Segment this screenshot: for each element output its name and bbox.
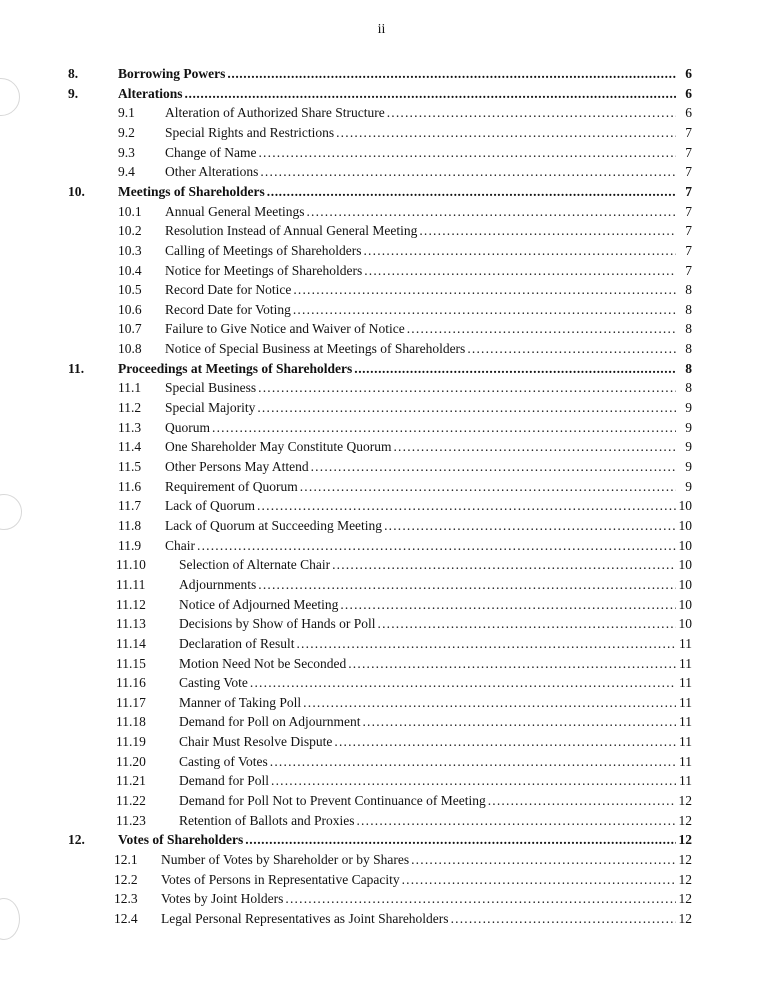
toc-title: Number of Votes by Shareholder or by Shares [161,852,410,867]
toc-title: Record Date for Notice [165,282,292,298]
toc-number: 11.14 [116,635,146,651]
toc-entry [0,555,692,575]
toc-number: 11.11 [116,576,146,592]
toc-number: 11.9 [118,537,142,553]
toc-number: 11.4 [118,439,142,455]
toc-section [0,830,692,850]
toc-title: Proceedings at Meetings of Shareholders [118,360,353,376]
toc-title: Legal Personal Representatives as Joint Shareholders [161,910,449,926]
toc-number: 11.5 [118,459,142,474]
toc-title: Other Persons May Attend [165,459,309,474]
dot-leader [451,909,676,929]
toc-page-number: 7 [685,124,692,140]
toc-entry [0,712,692,732]
dot-leader [336,123,676,143]
dot-leader [257,398,676,418]
dot-leader [245,830,676,850]
toc-number: 10.3 [118,242,142,258]
toc-title: Chair Must Resolve Dispute [179,734,333,750]
toc-page-number: 8 [685,282,692,298]
toc-title: Casting Vote [179,675,248,691]
toc-page-number: 12 [678,832,692,848]
toc-title: Demand for Poll Not to Prevent Continuance of Meeting [179,793,486,809]
dot-leader [293,300,676,320]
toc-number: 12.2 [114,871,138,887]
toc-page-number: 10 [678,498,692,514]
toc-entry [0,319,692,339]
toc-page-number: 12 [678,910,692,926]
toc-page-number: 9 [685,459,692,474]
toc-entry [0,732,692,752]
toc-number: 11.20 [116,753,146,769]
toc-entry [0,221,692,241]
toc-title: Change of Name [165,144,257,160]
toc-page-number: 7 [685,262,692,278]
toc-number: 11.2 [118,400,142,416]
toc-entry [0,634,692,654]
toc-entry [0,280,692,300]
toc-number: 11.17 [116,694,146,710]
toc-section [0,182,692,202]
toc-entry [0,477,692,497]
toc-page-number: 12 [678,793,692,809]
toc-title: Requirement of Quorum [165,478,298,494]
dot-leader [258,378,676,398]
toc-title: Lack of Quorum [165,498,255,514]
toc-title: Special Business [165,380,257,396]
toc-entry [0,673,692,693]
dot-leader [407,319,676,339]
toc-page-number: 9 [685,400,692,416]
dot-leader [258,143,676,163]
toc-page-number: 12 [678,852,692,867]
toc-entry [0,496,692,516]
toc-section [0,64,692,84]
toc-title: Notice of Adjourned Meeting [179,596,339,612]
toc-entry [0,654,692,674]
toc-title: Borrowing Powers [118,66,226,81]
toc-title: Motion Need Not be Seconded [179,655,347,671]
toc-entry [0,103,692,123]
toc-number: 11.16 [116,675,146,691]
toc-title: Selection of Alternate Chair [179,557,331,573]
dot-leader [363,241,676,261]
toc-page-number: 8 [685,380,692,396]
dot-leader [411,850,676,870]
toc-section [0,359,692,379]
dot-leader [334,732,676,752]
toc-entry [0,398,692,418]
dot-leader [285,889,676,909]
toc-entry [0,143,692,163]
toc-title: Calling of Meetings of Shareholders [165,242,362,258]
dot-leader [354,359,676,379]
toc-number: 12.3 [114,891,138,907]
toc-entry [0,339,692,359]
toc-number: 11.12 [116,596,146,612]
toc-number: 9.2 [118,124,135,140]
toc-page-number: 10 [678,557,692,573]
toc-title: Casting of Votes [179,753,268,769]
toc-entry [0,378,692,398]
toc-number: 9.1 [118,105,135,121]
toc-entry [0,595,692,615]
toc-title: Demand for Poll [179,773,269,789]
toc-page-number: 11 [679,753,692,769]
toc-title: Votes by Joint Holders [161,891,284,907]
dot-leader [467,339,676,359]
toc-page-number: 7 [685,203,692,219]
dot-leader [260,162,676,182]
dot-leader [419,221,676,241]
toc-entry [0,575,692,595]
toc-entry [0,241,692,261]
toc-number: 11.1 [118,380,142,396]
toc-title: Votes of Persons in Representative Capacity [161,871,400,887]
toc-title: Record Date for Voting [165,301,291,317]
toc-entry [0,791,692,811]
toc-number: 10.2 [118,223,142,239]
dot-leader [303,693,676,713]
toc-number: 11.6 [118,478,142,494]
dot-leader [197,536,676,556]
toc-entry [0,162,692,182]
toc-entry [0,123,692,143]
dot-leader [362,712,676,732]
toc-page-number: 8 [685,321,692,337]
toc-entry [0,850,692,870]
toc-entry [0,752,692,772]
toc-entry [0,418,692,438]
toc-entry [0,536,692,556]
toc-page-number: 10 [678,576,692,592]
dot-leader [340,595,676,615]
toc-title: Decisions by Show of Hands or Poll [179,616,376,632]
toc-section [0,84,692,104]
toc-number: 8. [68,66,79,81]
toc-page-number: 11 [679,635,692,651]
toc-number: 11.3 [118,419,142,435]
toc-number: 10.6 [118,301,142,317]
toc-number: 9.4 [118,164,135,180]
toc-entry [0,300,692,320]
dot-leader [364,261,676,281]
dot-leader [267,182,676,202]
dot-leader [348,654,676,674]
toc-number: 12.1 [114,852,138,867]
toc-page-number: 10 [678,517,692,533]
toc-title: Special Rights and Restrictions [165,124,335,140]
toc-entry [0,614,692,634]
toc-title: Manner of Taking Poll [179,694,302,710]
toc-entry [0,437,692,457]
toc-page-number: 10 [678,616,692,632]
toc-page-number: 6 [685,66,692,81]
toc-page-number: 7 [685,183,692,199]
dot-leader [402,870,676,890]
toc-title: Alteration of Authorized Share Structure [165,105,385,121]
toc-title: Demand for Poll on Adjournment [179,714,361,730]
toc-title: Lack of Quorum at Succeeding Meeting [165,517,383,533]
toc-entry [0,811,692,831]
toc-number: 9.3 [118,144,135,160]
toc-page-number: 7 [685,144,692,160]
toc-title: Other Alterations [165,164,259,180]
toc-page-number: 12 [678,871,692,887]
dot-leader [258,575,676,595]
toc-number: 11.18 [116,714,146,730]
toc-number: 10.4 [118,262,142,278]
dot-leader [393,437,676,457]
page-number: ii [377,22,386,37]
dot-leader [270,752,676,772]
toc-page-number: 7 [685,164,692,180]
toc-page-number: 9 [685,439,692,455]
toc-title: Special Majority [165,400,256,416]
toc-title: Retention of Ballots and Proxies [179,812,355,828]
dot-leader [293,280,676,300]
dot-leader [332,555,676,575]
toc-title: Notice for Meetings of Shareholders [165,262,363,278]
toc-entry [0,516,692,536]
toc-number: 11.23 [116,812,146,828]
toc-number: 12.4 [114,910,138,926]
toc-number: 11.10 [116,557,146,573]
toc-number: 11. [68,360,85,376]
dot-leader [257,496,676,516]
toc-entry [0,870,692,890]
toc-page-number: 6 [685,85,692,101]
toc-title: Alterations [118,85,183,101]
toc-title: Chair [165,537,195,553]
toc-page-number: 11 [679,734,692,750]
toc-page-number: 12 [678,812,692,828]
toc-page-number: 11 [679,714,692,730]
toc-page-number: 7 [685,223,692,239]
toc-number: 11.13 [116,616,146,632]
toc-number: 11.22 [116,793,146,809]
dot-leader [488,791,676,811]
toc-page-number: 8 [685,360,692,376]
toc-number: 11.7 [118,498,142,514]
toc-title: Meetings of Shareholders [118,183,265,199]
toc-title: Annual General Meetings [165,203,305,219]
toc-title: Failure to Give Notice and Waiver of Notice [165,321,405,337]
dot-leader [250,673,676,693]
toc-title: Adjournments [179,576,257,592]
toc-page-number: 9 [685,419,692,435]
toc-page-number: 10 [678,537,692,553]
dot-leader [306,202,676,222]
toc-title: Votes of Shareholders [118,832,244,848]
toc-page-number: 8 [685,301,692,317]
dot-leader [212,418,676,438]
toc-number: 11.21 [116,773,146,789]
toc-title: One Shareholder May Constitute Quorum [165,439,392,455]
toc-entry [0,693,692,713]
toc-entry [0,889,692,909]
toc-number: 11.15 [116,655,146,671]
toc-number: 11.8 [118,517,142,533]
toc-title: Resolution Instead of Annual General Meeting [165,223,418,239]
toc-entry [0,457,692,477]
toc-title: Declaration of Result [179,635,295,651]
dot-leader [296,634,676,654]
toc-number: 10.8 [118,341,142,357]
toc-title: Quorum [165,419,210,435]
toc-page-number: 11 [679,773,692,789]
toc-number: 9. [68,85,79,101]
toc-title: Notice of Special Business at Meetings of Shareholders [165,341,466,357]
toc-page-number: 9 [685,478,692,494]
toc-page-number: 10 [678,596,692,612]
toc-number: 10.7 [118,321,142,337]
dot-leader [185,84,677,104]
toc-entry [0,909,692,929]
toc-page-number: 6 [685,105,692,121]
dot-leader [384,516,676,536]
dot-leader [271,771,676,791]
toc-page-number: 11 [679,655,692,671]
toc-number: 10. [68,183,85,199]
dot-leader [387,103,676,123]
dot-leader [378,614,677,634]
toc-entry [0,261,692,281]
toc-number: 10.5 [118,282,142,298]
toc-entry [0,202,692,222]
toc-page-number: 7 [685,242,692,258]
toc-number: 12. [68,832,85,848]
toc-page-number: 11 [679,675,692,691]
toc-entry [0,771,692,791]
toc-page-number: 11 [679,694,692,710]
toc-number: 10.1 [118,203,142,219]
dot-leader [300,477,676,497]
dot-leader [311,457,676,477]
toc-number: 11.19 [116,734,146,750]
dot-leader [356,811,676,831]
toc-page-number: 8 [685,341,692,357]
dot-leader [227,64,676,84]
toc-page-number: 12 [678,891,692,907]
